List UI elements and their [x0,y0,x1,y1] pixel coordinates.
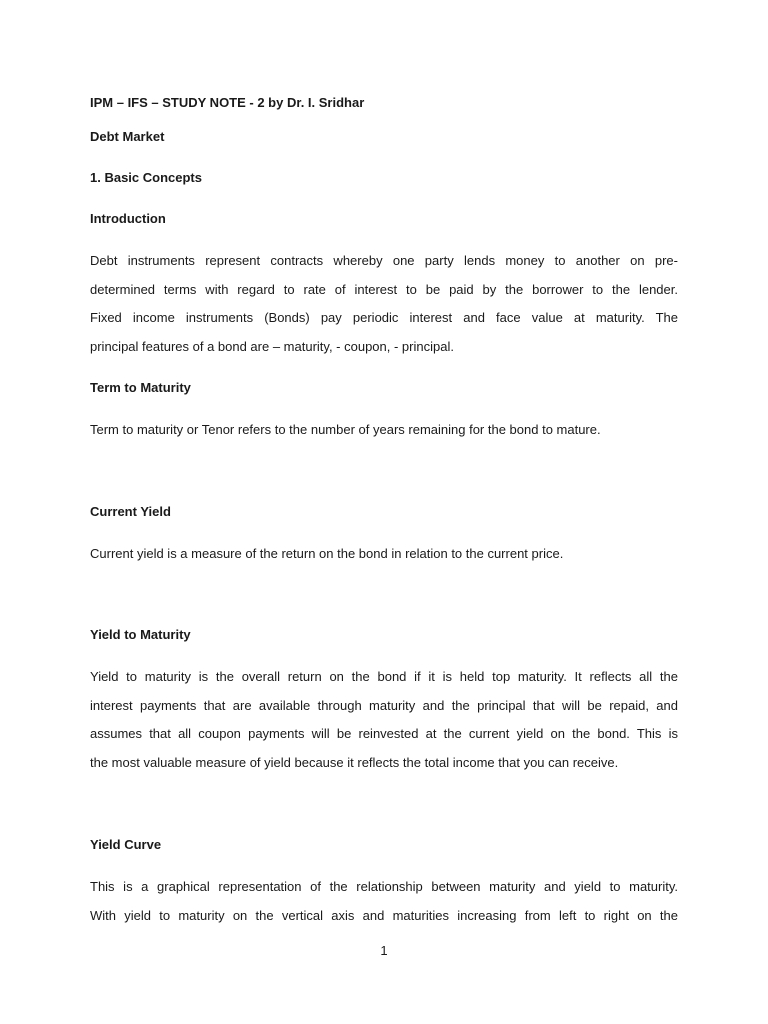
current-yield-heading: Current Yield [90,504,171,519]
introduction-line: principal features of a bond are – maturity, - coupon, - principal. [90,339,454,355]
page-number: 1 [380,943,388,958]
introduction-line: Debt instruments represent contracts whereby one party lends money to another on pre- [90,253,678,268]
document-title: IPM – IFS – STUDY NOTE - 2 by Dr. I. Sridhar [90,95,365,110]
document-subtitle: Debt Market [90,129,165,144]
yield-curve-line: This is a graphical representation of the relationship between maturity and yield to maturity. [90,879,678,894]
yield-to-maturity-line: assumes that all coupon payments will be reinvested at the current yield on the bond. This is [90,726,678,742]
current-yield-paragraph [90,540,678,569]
yield-to-maturity-heading: Yield to Maturity [90,627,191,642]
yield-curve-paragraph [90,873,678,930]
yield-to-maturity-line: the most valuable measure of yield because it reflects the total income that you can receive. [90,755,619,771]
term-to-maturity-paragraph [90,416,678,445]
current-yield-line: Current yield is a measure of the return on the bond in relation to the current price. [90,546,564,561]
section-heading: 1. Basic Concepts [90,170,202,185]
term-to-maturity-line: Term to maturity or Tenor refers to the number of years remaining for the bond to mature. [90,422,601,437]
term-to-maturity-heading: Term to Maturity [90,380,191,395]
yield-to-maturity-line: interest payments that are available through maturity and the principal that will be repaid, and [90,697,678,713]
introduction-paragraph [90,247,678,362]
yield-curve-heading: Yield Curve [90,837,162,852]
introduction-line: Fixed income instruments (Bonds) pay periodic interest and face value at maturity. The [90,310,678,326]
yield-to-maturity-paragraph [90,663,678,778]
introduction-line: determined terms with regard to rate of interest to be paid by the borrower to the lender. [90,281,678,297]
introduction-heading: Introduction [90,211,166,226]
yield-to-maturity-line: Yield to maturity is the overall return on the bond if it is held top maturity. It reflects all the [90,669,678,684]
yield-curve-line: With yield to maturity on the vertical axis and maturities increasing from left to right on the [90,907,678,923]
